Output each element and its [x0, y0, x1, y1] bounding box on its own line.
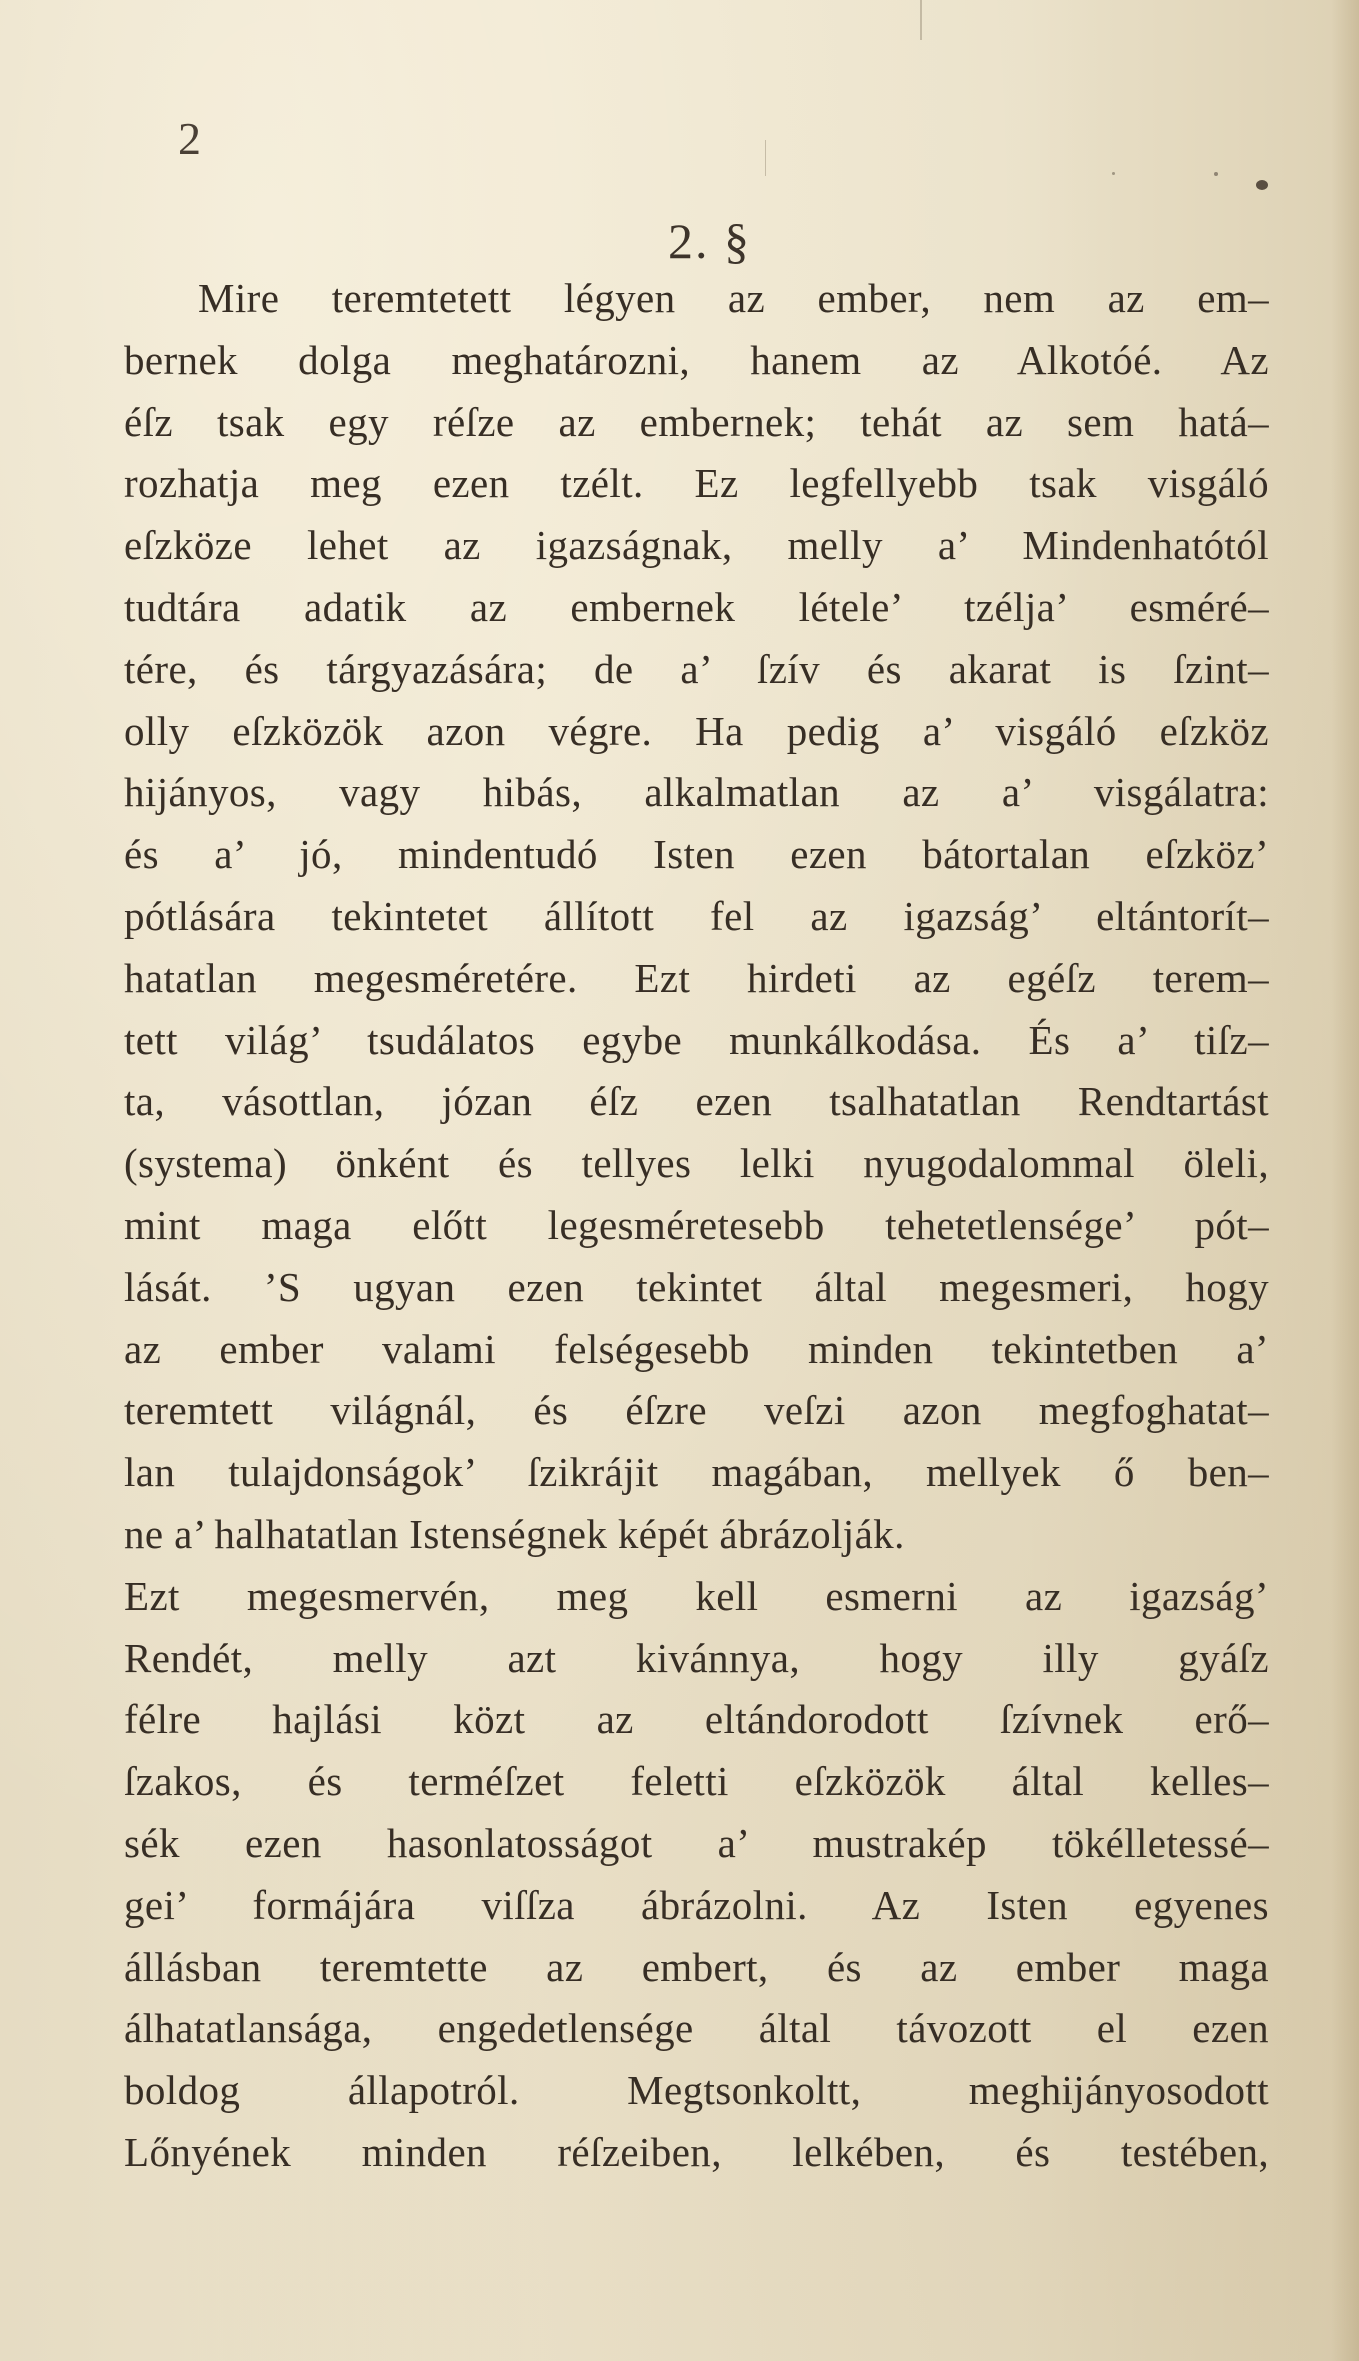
- text-line: éſz tsak egy réſze az embernek; tehát az sem hatá–: [124, 398, 1269, 445]
- text-line: sék ezen hasonlatosságot a’ mustrakép tökélletessé–: [124, 1819, 1269, 1866]
- text-line: Lőnyének minden réſzeiben, lelkében, és testében,: [124, 2128, 1269, 2175]
- text-line: tudtára adatik az embernek létele’ tzélja’ esméré–: [124, 583, 1269, 630]
- text-line: olly eſzközök azon végre. Ha pedig a’ visgáló eſzköz: [124, 707, 1269, 754]
- text-line: hatatlan megesméretére. Ezt hirdeti az egéſz terem–: [124, 954, 1269, 1001]
- text-line: Rendét, melly azt kivánnya, hogy illy gyáſz: [124, 1634, 1269, 1681]
- text-line: (systema) önként és tellyes lelki nyugodalommal öleli,: [124, 1140, 1269, 1187]
- ink-speck: [1112, 172, 1115, 175]
- page-number: 2: [178, 113, 201, 164]
- text-line: boldog állapotról. Megtsonkoltt, meghijányosodott: [124, 2067, 1269, 2114]
- text-line: teremtett világnál, és éſzre veſzi azon megfoghatat–: [124, 1387, 1269, 1434]
- text-line: Mire teremtetett légyen az ember, nem az em–: [198, 275, 1269, 321]
- text-line: hijányos, vagy hibás, alkalmatlan az a’ visgálatra:: [124, 769, 1269, 816]
- text-line: eſzköze lehet az igazságnak, melly a’ Mindenhatótól: [124, 522, 1269, 569]
- ink-speck: [1256, 180, 1268, 190]
- text-line: bernek dolga meghatározni, hanem az Alkotóé. Az: [124, 336, 1269, 383]
- text-line: tett világ’ tsudálatos egybe munkálkodása. És a’ tiſz–: [124, 1016, 1269, 1063]
- paper-mark: [765, 140, 766, 176]
- ink-speck: [1214, 172, 1218, 176]
- text-line: mint maga előtt legesméretesebb tehetetlensége’ pót–: [124, 1201, 1269, 1248]
- text-line: ne a’ halhatatlan Istenségnek képét ábrázolják.: [124, 1510, 905, 1557]
- text-line: lan tulajdonságok’ ſzikrájit magában, mellyek ő ben–: [124, 1449, 1269, 1496]
- text-line: az ember valami felségesebb minden tekintetben a’: [124, 1325, 1269, 1372]
- text-line: ta, vásottlan, józan éſz ezen tsalhatatlan Rendtartást: [124, 1078, 1269, 1125]
- text-line: gei’ formájára viſſza ábrázolni. Az Isten egyenes: [124, 1881, 1269, 1928]
- text-line: tére, és tárgyazására; de a’ ſzív és akarat is ſzint–: [124, 645, 1269, 692]
- text-line: pótlására tekintetet állított fel az igazság’ eltántorít–: [124, 892, 1269, 939]
- text-line: álhatatlansága, engedetlensége által távozott el ezen: [124, 2005, 1269, 2052]
- paper-mark: [920, 0, 922, 40]
- body-text: [124, 268, 1269, 2184]
- text-line: állásban teremtette az embert, és az ember maga: [124, 1943, 1269, 1990]
- text-line: és a’ jó, mindentudó Isten ezen bátortalan eſzköz’: [124, 831, 1269, 878]
- text-line: lását. ’S ugyan ezen tekintet által megesmeri, hogy: [124, 1263, 1269, 1310]
- section-heading: 2. §: [668, 213, 751, 269]
- text-line: ſzakos, és terméſzet feletti eſzközök által kelles–: [124, 1758, 1269, 1805]
- text-line: félre hajlási közt az eltándorodott ſzívnek erő–: [124, 1696, 1269, 1743]
- text-line: rozhatja meg ezen tzélt. Ez legfellyebb tsak visgáló: [124, 460, 1269, 507]
- page-edge-shadow: [1331, 0, 1359, 2361]
- text-line: Ezt megesmervén, meg kell esmerni az igazság’: [124, 1572, 1269, 1619]
